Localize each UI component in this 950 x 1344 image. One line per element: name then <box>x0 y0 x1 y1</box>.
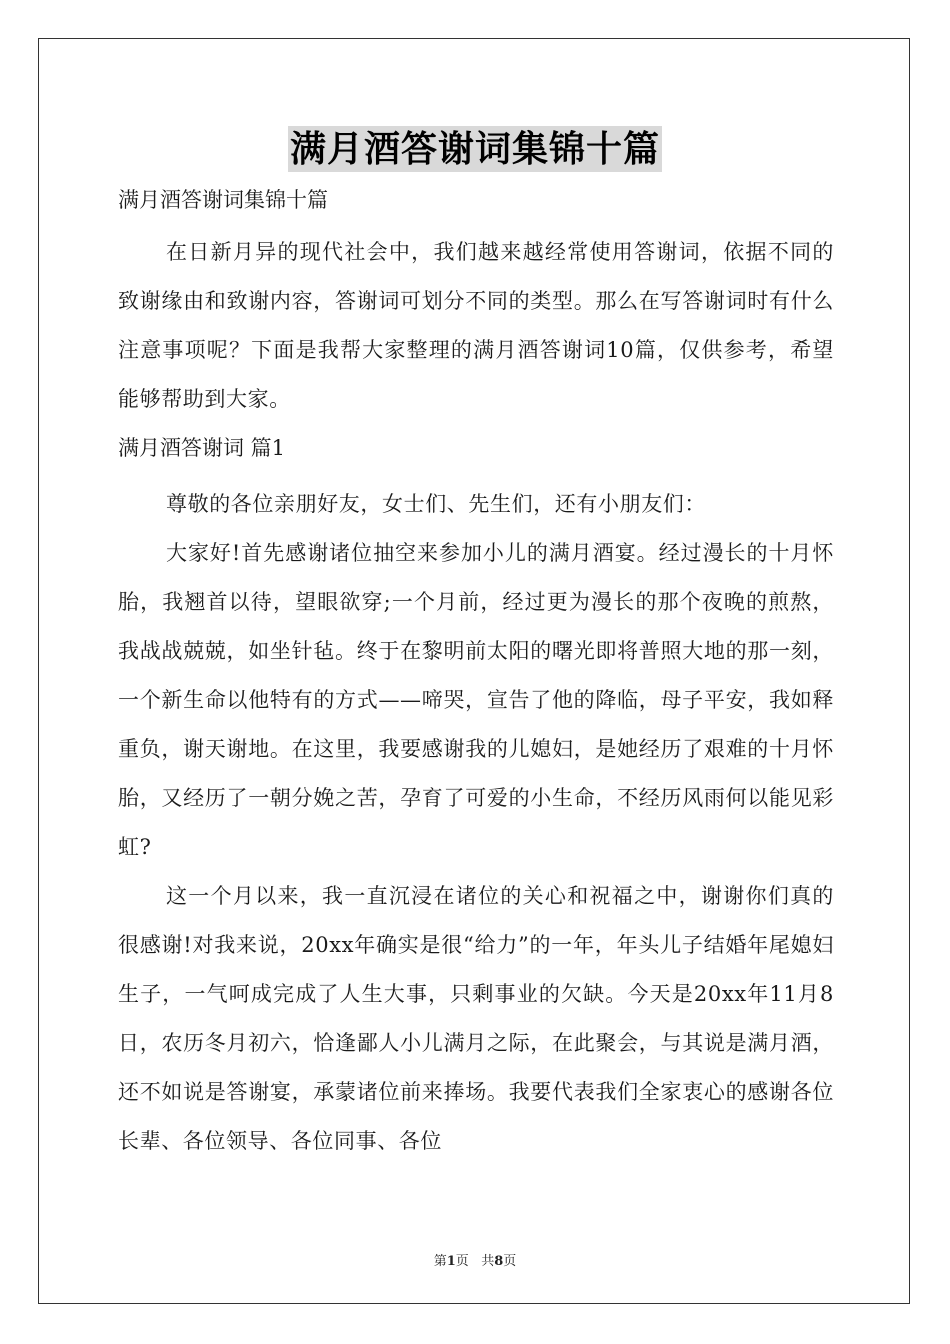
body-paragraph: 这一个月以来，我一直沉浸在诸位的关心和祝福之中，谢谢你们真的很感谢!对我来说，20xx年确实是很“给力”的一年，年头儿子结婚年尾媳妇生子，一气呵成完成了人生大事，只剩事业的欠缺。今天是20xx年11月8日，农历冬月初六，恰逢鄙人小儿满月之际，在此聚会，与其说是满月酒，还不如说是答谢宴，承蒙诸位前来捧场。我要代表我们全家衷心的感谢各位长辈、各位领导、各位同事、各位 <box>118 884 834 1153</box>
total-prefix: 共 <box>481 1254 495 1269</box>
body-paragraph: 大家好!首先感谢诸位抽空来参加小儿的满月酒宴。经过漫长的十月怀胎，我翘首以待，望眼欲穿;一个月前，经过更为漫长的那个夜晚的煎熬，我战战兢兢，如坐针毡。终于在黎明前太阳的曙光即将普照大地的那一刻，一个新生命以他特有的方式——啼哭，宣告了他的降临，母子平安，我如释重负，谢天谢地。在这里，我要感谢我的儿媳妇，是她经历了艰难的十月怀胎，又经历了一朝分娩之苦，孕育了可爱的小生命，不经历风雨何以能见彩虹? <box>118 541 834 859</box>
page-suffix: 页 <box>455 1254 469 1269</box>
document-subtitle: 满月酒答谢词集锦十篇 <box>118 188 328 212</box>
page-prefix: 第 <box>433 1254 447 1269</box>
document-title: 满月酒答谢词集锦十篇 <box>289 128 660 170</box>
title-container <box>0 126 950 172</box>
total-suffix: 页 <box>503 1254 517 1269</box>
intro-paragraph: 在日新月异的现代社会中，我们越来越经常使用答谢词，依据不同的致谢缘由和致谢内容，答谢词可划分不同的类型。那么在写答谢词时有什么注意事项呢？下面是我帮大家整理的满月酒答谢词10篇，仅供参考，希望能够帮助到大家。 <box>118 240 834 411</box>
page-number: 1 <box>446 1254 456 1269</box>
section-heading: 满月酒答谢词 篇1 <box>118 436 286 460</box>
page-footer <box>0 1250 950 1269</box>
document-body <box>118 180 834 1166</box>
total-pages: 8 <box>494 1254 504 1269</box>
salutation-paragraph: 尊敬的各位亲朋好友，女士们、先生们，还有小朋友们： <box>166 492 706 516</box>
